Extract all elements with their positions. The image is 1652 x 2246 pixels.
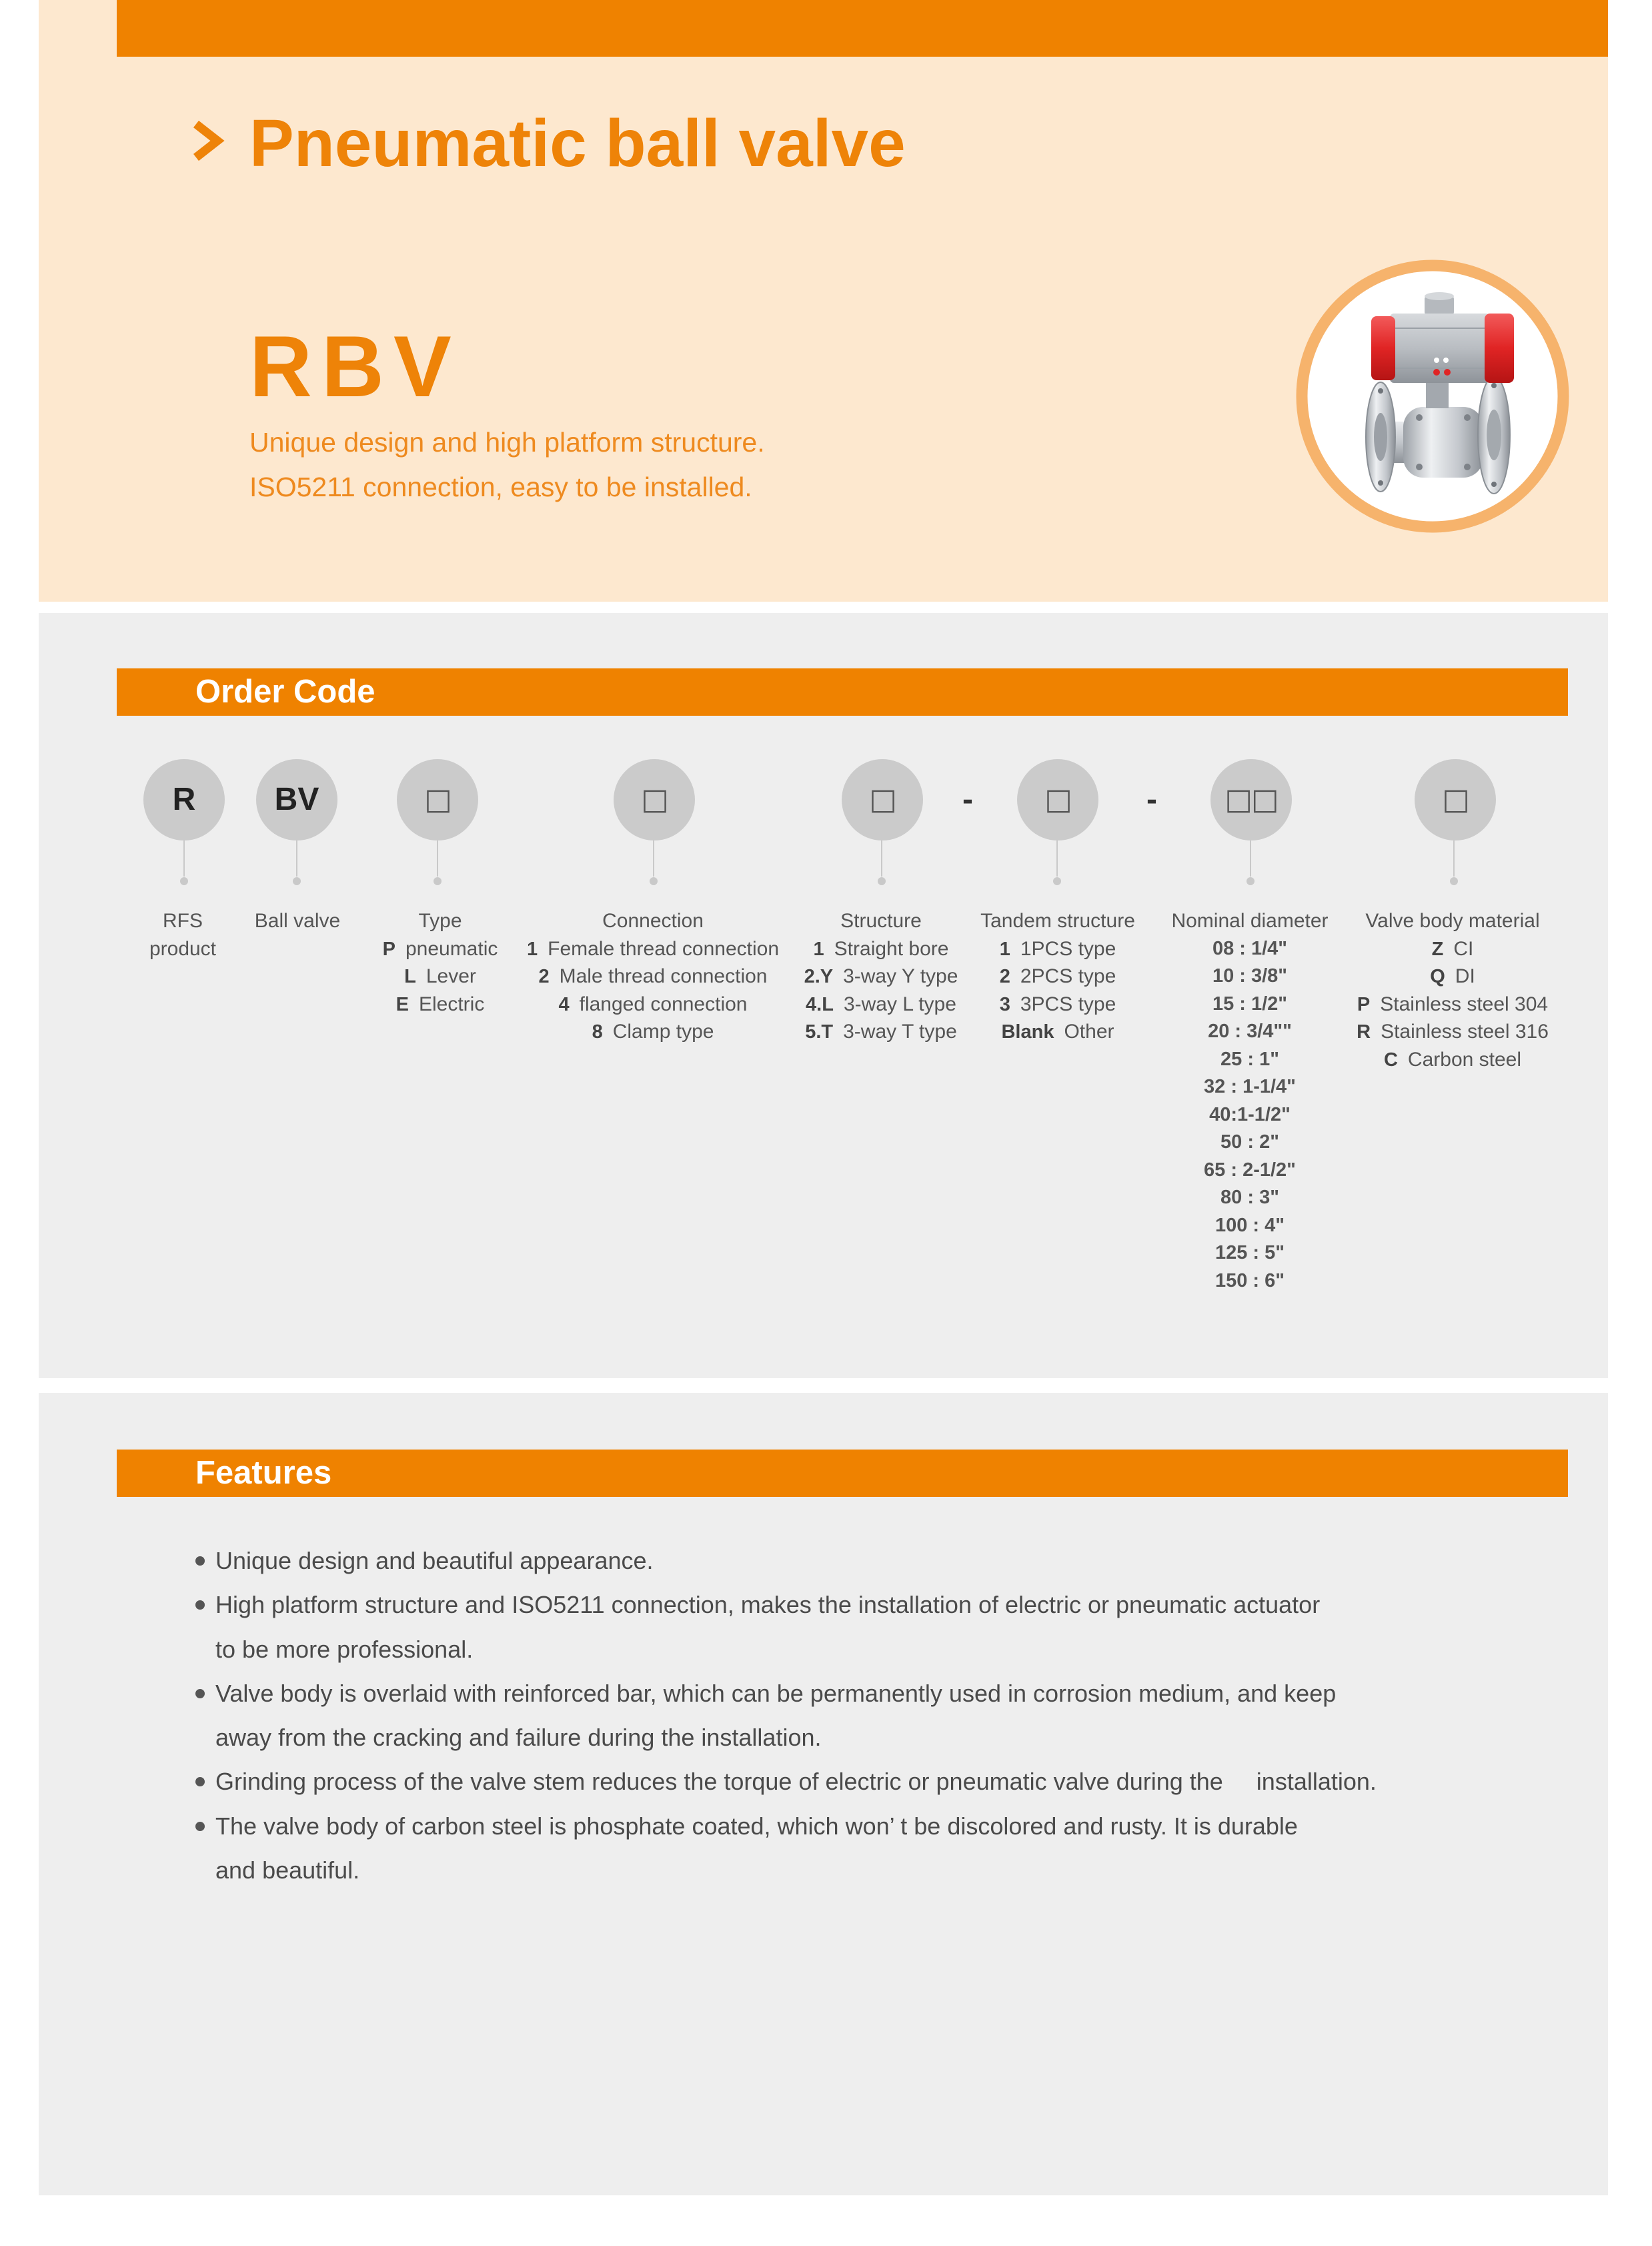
diameter-option: 32 : 1-1/4" xyxy=(1204,1076,1296,1097)
option-text: Stainless steel 304 xyxy=(1380,993,1549,1015)
feature-item-continued xyxy=(195,1848,1377,1892)
feature-item xyxy=(195,1672,1377,1716)
feature-item xyxy=(195,1760,1377,1804)
option-row xyxy=(347,991,534,1019)
option-text: DI xyxy=(1455,965,1475,987)
diameter-option: 80 : 3" xyxy=(1220,1187,1279,1208)
tagline: Unique design and high platform structure. xyxy=(249,427,765,458)
feature-text: to be more professional. xyxy=(215,1635,474,1663)
order-column-structure xyxy=(781,907,981,1046)
option-text: Male thread connection xyxy=(559,965,768,987)
connector-line xyxy=(881,840,882,877)
feature-text: and beautiful. xyxy=(215,1856,360,1884)
option-row xyxy=(781,935,981,963)
option-text: 3-way Y type xyxy=(843,965,958,987)
option-row xyxy=(1333,1018,1573,1046)
column-label: Nominal diameter xyxy=(1171,910,1329,932)
connector-line xyxy=(296,840,297,877)
option-code: R xyxy=(1357,1021,1371,1043)
option-row xyxy=(958,991,1158,1019)
option-code: 2.Y xyxy=(804,966,834,987)
option-row xyxy=(506,991,800,1019)
option-code: 2 xyxy=(999,966,1010,987)
option-row xyxy=(1333,963,1573,991)
connector-dot xyxy=(1053,877,1061,885)
connector-dot xyxy=(293,877,301,885)
connector-line xyxy=(183,840,185,877)
feature-text: away from the cracking and failure during the installation. xyxy=(215,1724,822,1751)
feature-text: Unique design and beautiful appearance. xyxy=(215,1547,654,1574)
option-code: Z xyxy=(1431,938,1444,960)
column-label: RFS xyxy=(163,910,203,932)
diameter-option: 100 : 4" xyxy=(1214,1214,1285,1236)
option-code: L xyxy=(404,966,416,987)
option-text: Clamp type xyxy=(612,1021,714,1043)
diameter-option: 125 : 5" xyxy=(1214,1242,1285,1263)
model-code: R B V xyxy=(249,318,452,415)
bullet-dot-icon xyxy=(195,1556,205,1566)
diameter-option: 25 : 1" xyxy=(1220,1048,1279,1070)
code-separator: - xyxy=(962,782,973,817)
option-row xyxy=(958,963,1158,991)
column-label: Type xyxy=(418,910,462,932)
option-row xyxy=(958,935,1158,963)
option-row xyxy=(1333,1046,1573,1074)
diameter-option: 65 : 2-1/2" xyxy=(1204,1159,1296,1181)
option-text: 1PCS type xyxy=(1020,937,1116,960)
page-title: Pneumatic ball valve xyxy=(249,106,906,181)
feature-text: High platform structure and ISO5211 connection, makes the installation of electric or pneumatic actuator xyxy=(215,1591,1321,1619)
option-code: 1 xyxy=(999,938,1010,960)
option-text: 3-way T type xyxy=(843,1021,957,1043)
order-column-material xyxy=(1333,907,1573,1073)
option-text: 3PCS type xyxy=(1020,993,1116,1015)
option-code: 5.T xyxy=(805,1021,834,1043)
bullet-dot-icon xyxy=(195,1600,205,1610)
diameter-option: 08 : 1/4" xyxy=(1212,937,1288,959)
code-segment-tandem xyxy=(1017,759,1098,840)
mounting-bracket xyxy=(1426,382,1449,408)
option-row xyxy=(1333,935,1573,963)
option-code: 3 xyxy=(999,993,1010,1015)
option-row xyxy=(506,1018,800,1046)
code-segment-structure xyxy=(842,759,923,840)
feature-text: Valve body is overlaid with reinforced bar, which can be permanently used in corrosion medium, and keep xyxy=(215,1679,1337,1707)
column-label: Structure xyxy=(840,910,922,932)
option-code: Q xyxy=(1430,966,1445,987)
code-segment-ball-valve xyxy=(256,759,337,840)
column-label: Tandem structure xyxy=(980,910,1135,932)
option-text: Electric xyxy=(418,993,485,1015)
feature-item xyxy=(195,1804,1377,1848)
code-separator: - xyxy=(1146,782,1157,817)
option-code: C xyxy=(1383,1049,1398,1071)
connector-dot xyxy=(650,877,658,885)
option-text: 2PCS type xyxy=(1020,965,1116,987)
option-row xyxy=(958,1018,1158,1046)
column-label: Ball valve xyxy=(254,910,341,932)
pneumatic-ball-valve-photo xyxy=(1286,249,1579,543)
segment-symbol: R xyxy=(172,782,196,817)
option-code: Blank xyxy=(1001,1021,1054,1043)
bullet-dot-icon xyxy=(195,1777,205,1786)
diameter-option: 10 : 3/8" xyxy=(1212,965,1288,987)
connector-line xyxy=(437,840,438,877)
connector-dot xyxy=(180,877,188,885)
connector-line xyxy=(1453,840,1455,877)
code-segment-material xyxy=(1415,759,1496,840)
option-row xyxy=(781,963,981,991)
segment-placeholder: □ xyxy=(869,782,896,816)
segment-placeholder: □ xyxy=(1442,782,1469,816)
option-code: 4.L xyxy=(806,993,834,1015)
option-code: 2 xyxy=(538,966,550,987)
option-text: flanged connection xyxy=(579,993,748,1015)
section-title: Order Code xyxy=(195,674,375,710)
features-list xyxy=(195,1539,1377,1892)
segment-placeholder: □ xyxy=(1044,782,1071,816)
tagline-block xyxy=(249,420,765,510)
feature-item-continued xyxy=(195,1628,1377,1672)
segment-placeholder: □ xyxy=(424,782,451,816)
product-photo-frame xyxy=(1286,249,1579,543)
option-text: Stainless steel 316 xyxy=(1381,1021,1549,1043)
option-code: P xyxy=(382,938,395,960)
code-segment-type xyxy=(397,759,478,840)
option-text: pneumatic xyxy=(405,937,498,960)
feature-text: The valve body of carbon steel is phosphate coated, which won’ t be discolored and rusty. It is durable xyxy=(215,1812,1298,1840)
section-title: Features xyxy=(195,1455,332,1491)
option-text: 3-way L type xyxy=(843,993,956,1015)
connector-line xyxy=(1250,840,1251,877)
feature-text: Grinding process of the valve stem reduces the torque of electric or pneumatic valve during the installation. xyxy=(215,1768,1377,1796)
order-column-connection xyxy=(506,907,800,1046)
features-header-bar xyxy=(117,1450,1568,1497)
option-row xyxy=(781,1018,981,1046)
option-text: Lever xyxy=(426,965,476,987)
code-segment-diameter xyxy=(1210,759,1292,840)
option-code: E xyxy=(395,993,409,1015)
option-row xyxy=(781,991,981,1019)
order-column-nominal-diameter xyxy=(1150,907,1350,1295)
option-code: 1 xyxy=(813,938,824,960)
option-text: Female thread connection xyxy=(548,937,779,960)
chevron-right-icon xyxy=(189,119,225,163)
option-row xyxy=(347,963,534,991)
option-code: 1 xyxy=(526,938,538,960)
bullet-dot-icon xyxy=(195,1822,205,1831)
option-row xyxy=(506,963,800,991)
option-code: P xyxy=(1357,993,1371,1015)
order-code-header-bar xyxy=(117,668,1568,716)
top-accent-bar xyxy=(117,0,1608,57)
option-row xyxy=(506,935,800,963)
option-text: Other xyxy=(1064,1021,1114,1043)
code-segment-connection xyxy=(614,759,695,840)
order-column-tandem xyxy=(958,907,1158,1046)
column-label: product xyxy=(149,937,217,960)
bullet-dot-icon xyxy=(195,1689,205,1698)
feature-item-continued xyxy=(195,1716,1377,1760)
diameter-option: 20 : 3/4"" xyxy=(1208,1021,1292,1042)
connector-dot xyxy=(878,877,886,885)
segment-placeholder: □□ xyxy=(1224,782,1278,816)
option-row xyxy=(1333,991,1573,1019)
segment-placeholder: □ xyxy=(641,782,668,816)
feature-item xyxy=(195,1539,1377,1583)
feature-item xyxy=(195,1583,1377,1627)
code-segment-rfs xyxy=(143,759,225,840)
option-text: Carbon steel xyxy=(1407,1048,1522,1071)
connector-dot xyxy=(434,877,442,885)
connector-line xyxy=(653,840,654,877)
diameter-option: 15 : 1/2" xyxy=(1212,993,1288,1015)
diameter-option: 40:1-1/2" xyxy=(1209,1103,1291,1125)
tagline: ISO5211 connection, easy to be installed. xyxy=(249,472,752,502)
option-text: CI xyxy=(1453,937,1474,960)
connector-line xyxy=(1056,840,1058,877)
column-label: Connection xyxy=(602,910,704,932)
column-label: Valve body material xyxy=(1365,910,1540,932)
option-code: 8 xyxy=(592,1021,603,1043)
segment-symbol: BV xyxy=(274,782,319,817)
connector-dot xyxy=(1450,877,1458,885)
option-text: Straight bore xyxy=(834,937,949,960)
connector-dot xyxy=(1247,877,1255,885)
option-row xyxy=(347,935,534,963)
diameter-option: 50 : 2" xyxy=(1220,1131,1279,1153)
diameter-option: 150 : 6" xyxy=(1214,1269,1285,1291)
option-code: 4 xyxy=(558,993,570,1015)
order-column-type xyxy=(347,907,534,1018)
